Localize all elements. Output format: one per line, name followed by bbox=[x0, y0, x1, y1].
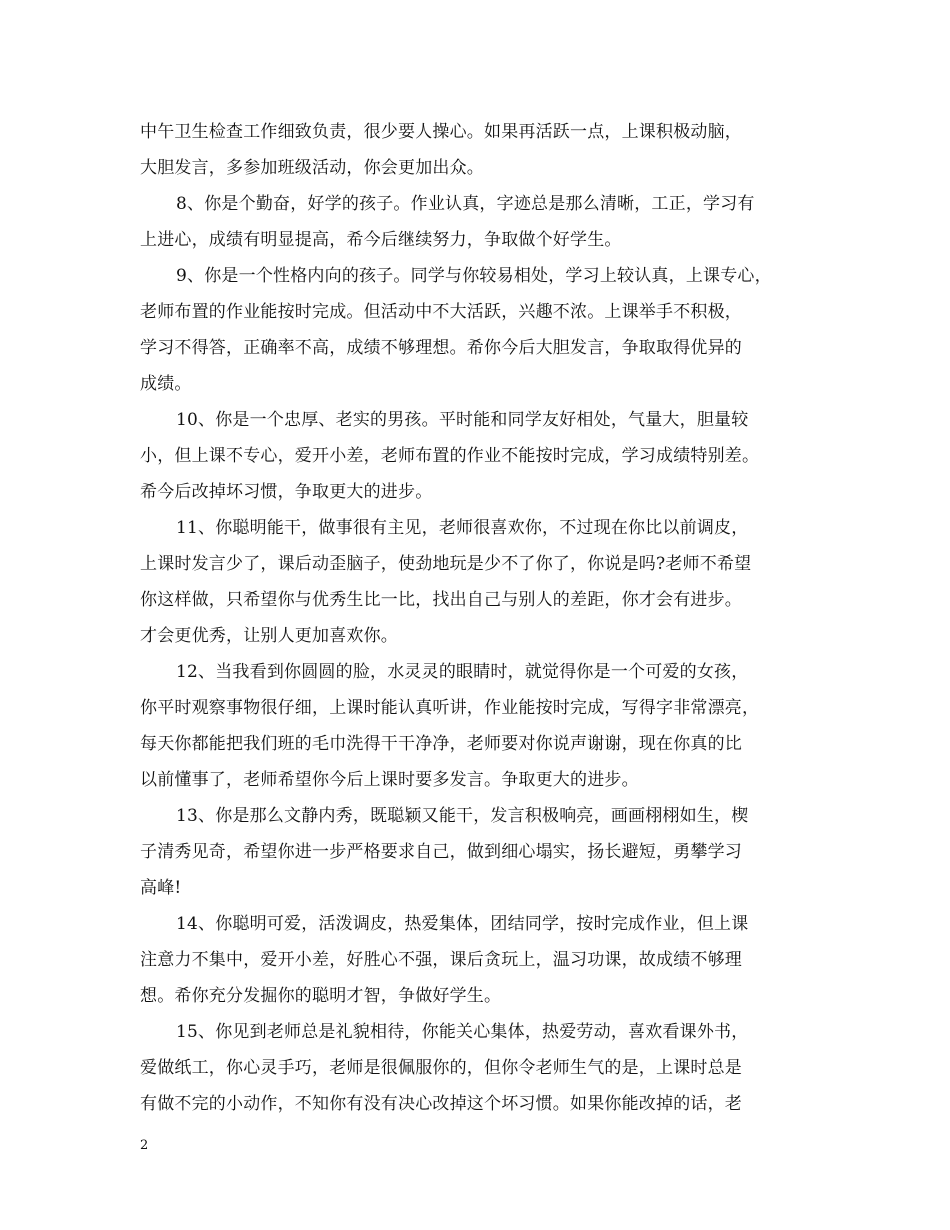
document-body bbox=[140, 114, 820, 1122]
paragraph-first-line: 11、你聪明能干，做事很有主见，老师很喜欢你，不过现在你比以前调皮， bbox=[176, 518, 749, 538]
text-line: 子清秀见奇，希望你进一步严格要求自己，做到细心塌实，扬长避短，勇攀学习 bbox=[140, 842, 742, 862]
paragraph-first-line: 10、你是一个忠厚、老实的男孩。平时能和同学友好相处，气量大，胆量较 bbox=[176, 410, 749, 430]
paragraph-first-line: 13、你是那么文静内秀，既聪颖又能干，发言积极响亮，画画栩栩如生，楔 bbox=[176, 806, 749, 826]
text-line: 想。希你充分发掘你的聪明才智，争做好学生。 bbox=[140, 986, 502, 1006]
text-line: 注意力不集中，爱开小差，好胜心不强，课后贪玩上，温习功课，故成绩不够理 bbox=[140, 950, 742, 970]
text-line: 爱做纸工，你心灵手巧，老师是很佩服你的，但你令老师生气的是，上课时总是 bbox=[140, 1058, 742, 1078]
text-line: 中午卫生检查工作细致负责，很少要人操心。如果再活跃一点，上课积极动脑， bbox=[140, 122, 742, 142]
paragraph-first-line: 9、你是一个性格内向的孩子。同学与你较易相处，学习上较认真，上课专心， bbox=[176, 266, 772, 286]
paragraph-first-line: 12、当我看到你圆圆的脸，水灵灵的眼睛时，就觉得你是一个可爱的女孩， bbox=[176, 662, 749, 682]
text-line: 你这样做，只希望你与优秀生比一比，找出自己与别人的差距，你才会有进步。 bbox=[140, 590, 742, 610]
page-number: 2 bbox=[140, 1138, 149, 1153]
text-line: 每天你都能把我们班的毛巾洗得干干净净，老师要对你说声谢谢，现在你真的比 bbox=[140, 734, 742, 754]
text-line: 大胆发言，多参加班级活动，你会更加出众。 bbox=[140, 158, 484, 178]
text-line: 上进心，成绩有明显提高，希今后继续努力，争取做个好学生。 bbox=[140, 230, 622, 250]
text-line: 有做不完的小动作，不知你有没有决心改掉这个坏习惯。如果你能改掉的话，老 bbox=[140, 1094, 742, 1114]
text-line: 高峰! bbox=[140, 878, 182, 898]
text-line: 希今后改掉坏习惯，争取更大的进步。 bbox=[140, 482, 433, 502]
text-line: 你平时观察事物很仔细，上课时能认真听讲，作业能按时完成，写得字非常漂亮， bbox=[140, 698, 760, 718]
paragraph-first-line: 14、你聪明可爱，活泼调皮，热爱集体，团结同学，按时完成作业，但上课 bbox=[176, 914, 749, 934]
text-line: 小，但上课不专心，爱开小差，老师布置的作业不能按时完成，学习成绩特别差。 bbox=[140, 446, 760, 466]
text-line: 才会更优秀，让别人更加喜欢你。 bbox=[140, 626, 398, 646]
text-line: 老师布置的作业能按时完成。但活动中不大活跃，兴趣不浓。上课举手不积极， bbox=[140, 302, 742, 322]
text-line: 以前懂事了，老师希望你今后上课时要多发言。争取更大的进步。 bbox=[140, 770, 639, 790]
text-line: 学习不得答，正确率不高，成绩不够理想。希你今后大胆发言，争取取得优异的 bbox=[140, 338, 742, 358]
text-line: 成绩。 bbox=[140, 374, 192, 394]
paragraph-first-line: 15、你见到老师总是礼貌相待，你能关心集体，热爱劳动，喜欢看课外书， bbox=[176, 1022, 749, 1042]
text-line: 上课时发言少了，课后动歪脑子，使劲地玩是少不了你了，你说是吗?老师不希望 bbox=[140, 554, 752, 574]
paragraph-first-line: 8、你是个勤奋，好学的孩子。作业认真，字迹总是那么清晰，工正，学习有 bbox=[176, 194, 755, 214]
